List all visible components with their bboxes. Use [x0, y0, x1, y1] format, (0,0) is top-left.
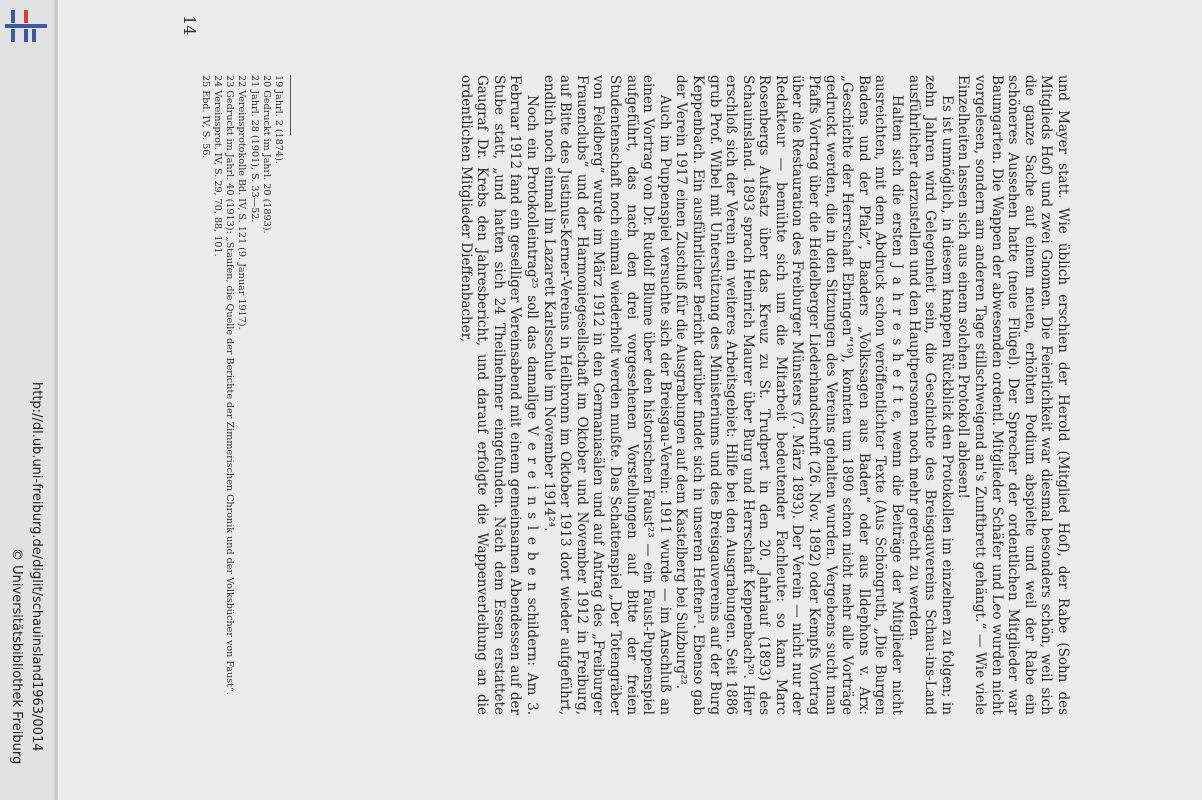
- page-number: 14: [180, 15, 199, 36]
- footnote: 24 Vereinsprot. IV, S. 29, 70, 88, 101.: [211, 75, 223, 257]
- footnote: 25 Ebd. IV, S. 56.: [199, 75, 211, 159]
- paragraph: Noch ein Protokolleintrag²⁵ soll das damalige V e r e i n s l e b e n schildern: Am 3. Februar 1912 fand ein geselliger Vereinsabend mit einem gemeinsamen Abendessen auf der Stube statt, „und hatten sich 24 Theilnehmer eingefunden. Nach dem Essen erstattete Gaugraf Dr. Krebs den Jahresbericht, und darauf erfolgte die Wappenverleihung an die ordentlichen Mitglieder Dieffenbacher,: [457, 75, 540, 715]
- paragraph: Halten sich die ersten J a h r e s h e f t e, wenn die Beiträge der Mitglieder nicht ausreichten, mit dem Abdruck schon veröffentlichter Texte (Aus Schöngruth, „Die Burgen Badens und der Pfalz“, Baaders „Volkssagen aus Baden“ oder aus Ildephons v. Arx: „Geschichte der Herrschaft Ebringen“¹⁹), konnten um 1890 schon nicht mehr alle Vorträge gedruckt werden, die in den Sitzungen des Vereins gehalten wurden. Vergebens sucht man Pfaffs Vortrag über die Heidelberger Liederhandschrift (26. Nov. 1892) oder Kempfs Vortrag über die Restauration des Freiburger Münsters (7. März 1893). Der Verein — nicht nur der Redakteur — bemühte sich um die Mitarbeit bedeutender Fachleute: so kam Marc Rosenbergs Aufsatz über das Kreuz zu St. Trudpert in den 20. Jahrlauf (1893) des Schauinsland. 1893 sprach Heinrich Maurer über Burg und Herrschaft Keppenbach²⁰. Hier erschloß sich der Verein ein weiteres Arbeitsgebiet: Hilfe bei den Ausgrabungen. Seit 1886 grub Prof. Wibel mit Unterstützung des Ministeriums und des Breisgauvereins auf der Burg Keppenbach. Ein ausführlicher Bericht darüber findet sich in unseren Heften²¹. Ebenso gab der Verein 1917 einen Zuschuß für die Ausgrabungen auf dem Kastelberg bei Sulzburg²².: [673, 75, 906, 715]
- body-text: [457, 75, 1071, 715]
- permalink-url[interactable]: http://dl.ub.uni-freiburg.de/diglit/schauinsland1963/0014: [29, 382, 44, 752]
- footnote: 22 Vereinsprotokolle Bd. IV, S. 121 (9. Januar 1917).: [236, 75, 248, 330]
- scanned-page: [58, 0, 1202, 800]
- footnote-divider: [290, 75, 291, 135]
- footnote: 20 Gedruckt im Jahrl. 20 (1893).: [260, 75, 272, 234]
- rotated-page-content: [2, 0, 1146, 800]
- paragraph: und Mayer statt. Wie üblich erschien der Herold (Mitglied Hof), der Rabe (Sohn des Mitglieds Hof) und zwei Gnomen. Die Feierlichkeit war diesmal besonders schön, weil sich die ganze Sache auf einem neuen, erhöhten Podium abspielte und weil der Rabe ein schöneres Aussehen hatte (neue Flügel). Der Sprecher der ordentlichen Mitglieder war Baumgarten. Die Wappen der abwesenden ordentl. Mitglieder Schäfer und Leo wurden nicht vorgelesen, sondern am anderen Tage stillschweigend an's Zunftbrett gehängt.“ — Wie viele Einzelheiten lassen sich aus einem solchen Protokoll ablesen!: [955, 75, 1071, 715]
- copyright-notice: © Universitätsbibliothek Freiburg: [9, 548, 24, 765]
- footnote: 21 Jahrl. 28 (1901), S. 33—52.: [248, 75, 260, 223]
- paragraph: Es ist unmöglich, in diesem knappen Rückblick den Protokollen im einzelnen zu folgen; in zehn Jahren wird Gelegenheit sein, die Geschichte des Breisgauvereins Schau-ins-Land ausführlicher darzustellen und den Hauptpersonen noch mehr gerecht zu werden.: [905, 75, 955, 715]
- footnotes: [199, 75, 284, 715]
- footnote: 23 Gedruckt im Jahrl. 40 (1913): „Staufen, die Quelle der Berichte der Zimmerischen Chronik und der Volksbücher von Faust“.: [224, 75, 236, 696]
- paragraph: Auch im Puppenspiel versuchte sich der Breisgau-Verein: 1911 wurde — im Anschluß an einen Vortrag von Dr. Rudolf Blume über den historischen Faust²³ — ein Faust-Puppenspiel aufgeführt, das nach den drei vorgesehenen Vorstellungen auf Bitte der freien Studentenschaft noch einmal wiederholt werden mußte. Das Schattenspiel „Der Totengräber von Feldberg“ wurde im März 1912 in den Germaniasälen und auf Antrag des „Freiburger Frauenclubs“ und der Harmoniegesellschaft im Oktober und November 1912 in Freiburg, auf Bitte des Justinus-Kerner-Vereins in Heilbronn im Oktober 1913 dort wieder aufgeführt, endlich noch einmal im Lazarett Karlsschule im November 1914²⁴.: [540, 75, 673, 715]
- footnote: 19 Jahrl. 2 (1874).: [273, 75, 284, 164]
